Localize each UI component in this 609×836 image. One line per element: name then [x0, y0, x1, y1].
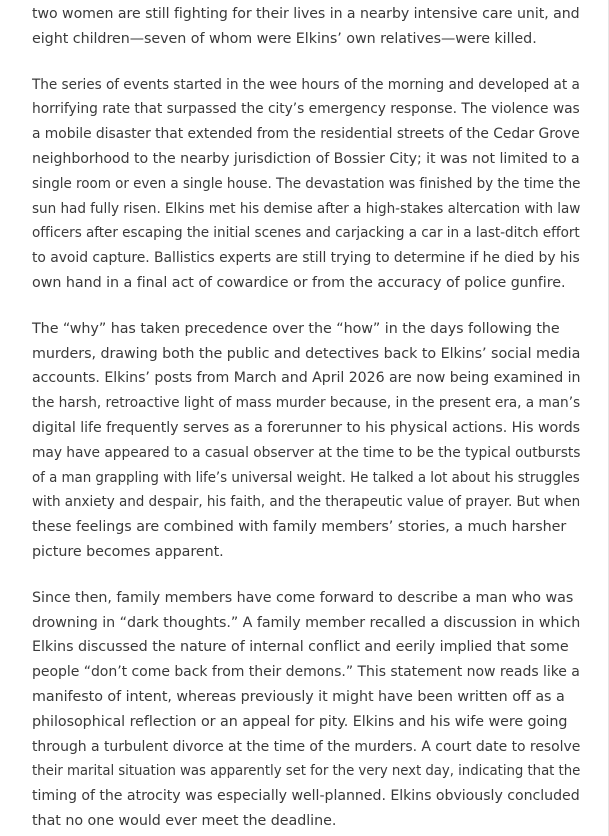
text-line: digital life frequently serves as a forerunner to his physical actions. His words — [32, 419, 581, 436]
text-line: The series of events started in the wee hours of the morning and developed at a — [32, 76, 580, 93]
text-line: single room or even a single house. The devastation was finished by the time the — [32, 175, 581, 192]
paragraph-gap — [32, 565, 580, 586]
text-line: Since then, family members have come forward to describe a man who was — [32, 589, 574, 606]
text-line: drowning in “dark thoughts.” A family member recalled a discussion in which — [32, 614, 581, 631]
text-line: eight children—seven of whom were Elkins’ own relatives—were killed. — [32, 30, 537, 47]
text-line: to avoid capture. Ballistics experts are still trying to determine if he died by his — [32, 250, 580, 267]
text-line: the harsh, retroactive light of mass murder because, in the present era, a man’s — [32, 395, 581, 412]
text-line: that no one would ever meet the deadline. — [32, 812, 337, 829]
text-line: people “don’t come back from their demons.” This statement now reads like a — [32, 664, 580, 681]
paragraph-1 — [32, 2, 580, 52]
text-line: philosophical reflection or an appeal for pity. Elkins and his wife were going — [32, 713, 568, 730]
text-line: of a man grappling with life’s universal weight. He talked a lot about his struggles — [32, 469, 580, 486]
article-body — [32, 2, 580, 834]
paragraph-4 — [32, 586, 580, 834]
text-line: their marital situation was apparently set for the very next day, indicating that the — [32, 763, 581, 780]
text-line: murders, drawing both the public and detectives back to Elkins’ social media — [32, 345, 581, 362]
text-line: The “why” has taken precedence over the “how” in the days following the — [32, 320, 560, 337]
text-line: own hand in a final act of cowardice or from the accuracy of police gunfire. — [32, 274, 566, 291]
paragraph-gap — [32, 296, 580, 317]
text-line: picture becomes apparent. — [32, 543, 224, 560]
text-line: with anxiety and despair, his faith, and the therapeutic value of prayer. But when — [32, 494, 581, 511]
paragraph-gap — [32, 52, 580, 73]
text-line: horrifying rate that surpassed the city’s emergency response. The violence was — [32, 101, 580, 118]
text-line: sun had fully risen. Elkins met his demise after a high-stakes altercation with law — [32, 200, 581, 217]
text-line: neighborhood to the nearby jurisdiction of Bossier City; it was not limited to a — [32, 150, 580, 167]
text-line: two women are still fighting for their lives in a nearby intensive care unit, and — [32, 6, 580, 22]
text-line: these feelings are combined with family members’ stories, a much harsher — [32, 519, 567, 536]
text-line: a mobile disaster that extended from the residential streets of the Cedar Grove — [32, 126, 580, 143]
text-line: timing of the atrocity was especially well-planned. Elkins obviously concluded — [32, 788, 580, 805]
text-line: manifesto of intent, whereas previously it might have been written off as a — [32, 688, 565, 705]
text-line: Elkins discussed the nature of internal conflict and eerily implied that some — [32, 639, 569, 656]
text-line: accounts. Elkins’ posts from March and April 2026 are now being examined in — [32, 370, 581, 387]
text-line: may have appeared to a casual observer at the time to be the typical outbursts — [32, 444, 581, 461]
text-line: through a turbulent divorce at the time of the murders. A court date to resolve — [32, 738, 581, 755]
text-line: officers after escaping the initial scenes and carjacking a car in a last-ditch effort — [32, 225, 580, 242]
paragraph-2 — [32, 73, 580, 296]
paragraph-3 — [32, 317, 580, 565]
